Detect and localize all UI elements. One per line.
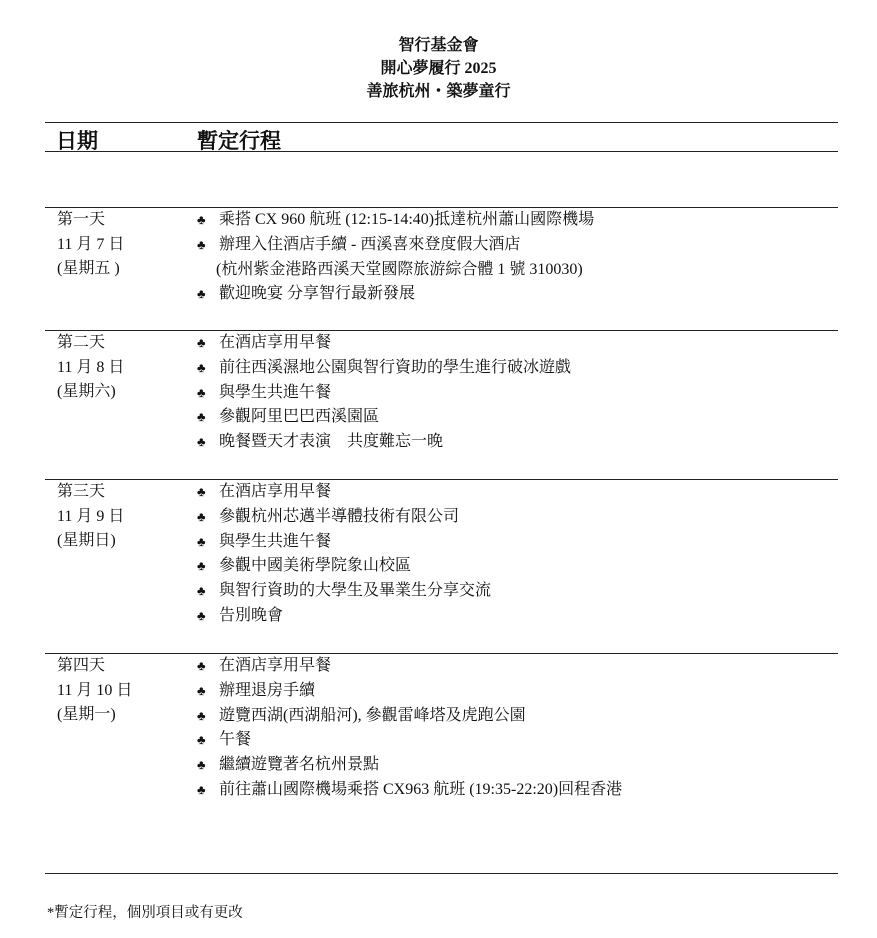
list-item [197, 331, 571, 356]
item-text: 前往蕭山國際機場乘搭 CX963 航班 (19:35-22:20)回程香港 [219, 780, 623, 798]
item-text: 晚餐暨天才表演 共度難忘一晚 [219, 433, 444, 451]
list-item [197, 430, 571, 455]
list-item [197, 704, 622, 729]
item-text: 與學生共進午餐 [219, 532, 332, 550]
list-item [197, 753, 622, 778]
list-item [197, 554, 491, 579]
club-icon: ♣ [197, 781, 206, 797]
item-text: 辦理退房手續 [219, 681, 316, 699]
table-top-rule [45, 122, 838, 123]
list-item [197, 233, 594, 258]
footnote: *暫定行程，個別項目或有更改 [47, 905, 243, 921]
club-icon: ♣ [197, 236, 206, 252]
item-text: 遊覽西湖(西湖船河), 參觀雷峰塔及虎跑公園 [219, 706, 526, 724]
club-icon: ♣ [197, 212, 206, 227]
item-text: 參觀中國美術學院象山校區 [219, 557, 412, 575]
list-item [197, 579, 491, 604]
item-text: 參觀杭州芯邁半導體技術有限公司 [219, 507, 460, 525]
list-item [197, 728, 622, 753]
day-label: 第四天 [57, 657, 106, 674]
club-icon: ♣ [197, 286, 206, 302]
club-icon: ♣ [197, 558, 206, 574]
item-text: 告別晚會 [219, 606, 284, 624]
item-text: 午餐 [219, 731, 252, 749]
item-text: 辦理入住酒店手續 - 西溪喜來登度假大酒店 [219, 235, 521, 253]
column-header-itinerary: 暫定行程 [197, 129, 281, 153]
list-item [197, 778, 622, 803]
table-bottom-rule [45, 873, 838, 874]
club-icon: ♣ [197, 434, 206, 450]
item-text: 繼續遊覽著名杭州景點 [219, 756, 380, 774]
day-weekday: (星期六) [57, 383, 116, 400]
club-icon: ♣ [197, 508, 206, 524]
item-text: 在酒店享用早餐 [219, 334, 332, 351]
day-2-itinerary [197, 331, 571, 455]
org-name: 智行基金會 [398, 37, 479, 54]
column-header-date: 日期 [56, 129, 98, 153]
day-4-cell [57, 654, 132, 728]
address-note [197, 258, 594, 283]
club-icon: ♣ [197, 409, 206, 425]
day-label: 第一天 [57, 211, 106, 228]
day-weekday: (星期五 ) [57, 260, 120, 277]
day-3-itinerary [197, 480, 491, 629]
club-icon: ♣ [197, 658, 206, 673]
list-item [197, 208, 594, 233]
list-item [197, 505, 491, 530]
day-date: 11 月 9 日 [57, 507, 125, 525]
program-title: 開心夢履行 2025 [380, 60, 497, 77]
day-date: 11 月 7 日 [57, 235, 125, 253]
document-header [0, 34, 877, 103]
day-1-itinerary [197, 208, 594, 307]
item-text: 前往西溪濕地公園與智行資助的學生進行破冰遊戲 [219, 358, 572, 376]
item-text: 乘搭 CX 960 航班 (12:15-14:40)抵達杭州蕭山國際機場 [219, 211, 595, 228]
club-icon: ♣ [197, 757, 206, 773]
club-icon: ♣ [197, 335, 206, 350]
club-icon: ♣ [197, 359, 206, 375]
club-icon: ♣ [197, 732, 206, 748]
list-item [197, 679, 622, 704]
club-icon: ♣ [197, 533, 206, 549]
club-icon: ♣ [197, 682, 206, 698]
list-item [197, 381, 571, 406]
list-item [197, 282, 594, 307]
list-item [197, 530, 491, 555]
club-icon: ♣ [197, 707, 206, 723]
club-icon: ♣ [197, 484, 206, 499]
day-4-itinerary [197, 654, 622, 803]
item-text: 參觀阿里巴巴西溪園區 [219, 408, 380, 426]
club-icon: ♣ [197, 583, 206, 599]
item-text: 在酒店享用早餐 [219, 657, 332, 674]
day-1-cell [57, 208, 124, 282]
club-icon: ♣ [197, 384, 206, 400]
header-bottom-rule [45, 151, 838, 152]
list-item [197, 654, 622, 679]
list-item [197, 356, 571, 381]
day-label: 第二天 [57, 334, 106, 351]
day-weekday: (星期一) [57, 706, 116, 723]
club-icon: ♣ [197, 607, 206, 623]
item-text: 與學生共進午餐 [219, 383, 332, 401]
day-weekday: (星期日) [57, 532, 116, 549]
day-3-cell [57, 480, 124, 554]
item-text: 在酒店享用早餐 [219, 483, 332, 500]
day-2-cell [57, 331, 124, 405]
program-subtitle: 善旅杭州・築夢童行 [366, 83, 511, 100]
day-label: 第三天 [57, 483, 106, 500]
day-date: 11 月 10 日 [57, 681, 133, 699]
list-item [197, 480, 491, 505]
item-text: 與智行資助的大學生及畢業生分享交流 [219, 582, 492, 600]
day-date: 11 月 8 日 [57, 358, 125, 376]
list-item [197, 604, 491, 629]
item-text: (杭州紫金港路西溪天堂國際旅游綜合體 1 號 310030) [216, 260, 583, 278]
item-text: 歡迎晚宴 分享智行最新發展 [219, 285, 416, 303]
list-item [197, 405, 571, 430]
